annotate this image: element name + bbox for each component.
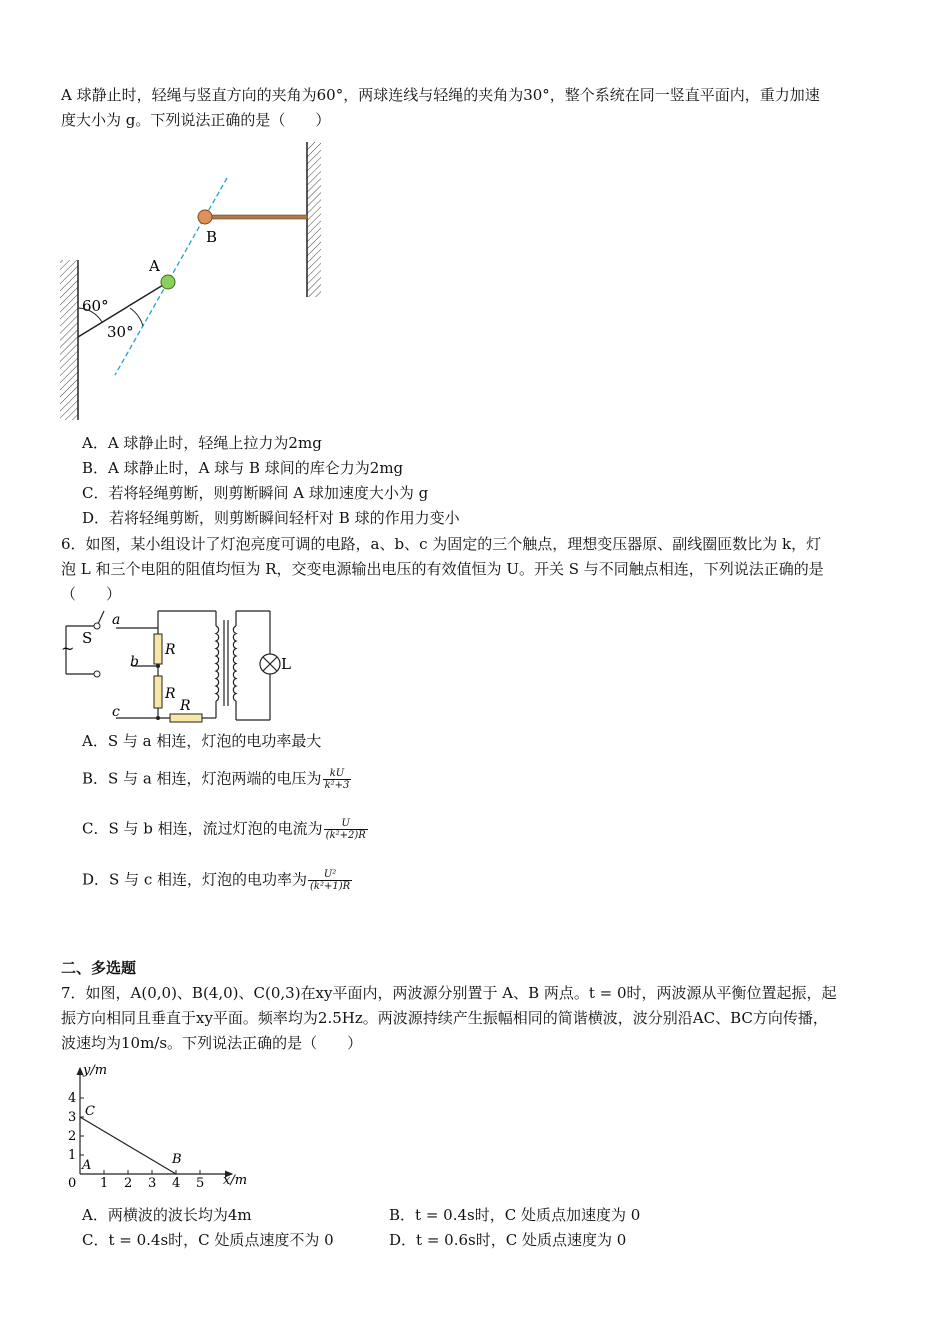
q5-option-c[interactable]: C．若将轻绳剪断，则剪断瞬间 A 球加速度大小为 g [82, 484, 429, 502]
q7-option-a[interactable]: A．两横波的波长均为4m [82, 1206, 252, 1224]
label-l: L [281, 655, 291, 673]
ball-a [161, 275, 175, 289]
y-axis-label: y/m [83, 1063, 108, 1078]
label-a: a [112, 612, 121, 628]
resistor-3 [170, 714, 202, 722]
q5-option-a[interactable]: A．A 球静止时，轻绳上拉力为2mg [82, 434, 322, 452]
q5-stem-line-1: A 球静止时，轻绳与竖直方向的夹角为60°，两球连线与轻绳的夹角为30°，整个系统在同一竖直平面内，重力加速 [61, 86, 820, 104]
q5-option-b[interactable]: B．A 球静止时，A 球与 B 球间的库仑力为2mg [82, 459, 404, 477]
q6-option-d-fraction [308, 869, 352, 892]
q7-option-c[interactable]: C．t = 0.4s时，C 处质点速度不为 0 [82, 1231, 334, 1249]
q6-option-b-fraction [323, 768, 352, 791]
q6-option-c-fraction [324, 818, 368, 841]
q7-stem-line-2: 振方向相同且垂直于xy平面。频率均为2.5Hz。两波源持续产生振幅相同的简谐横波，波分别沿AC、BC方向传播， [61, 1009, 828, 1027]
y-tick-1: 1 [68, 1148, 77, 1163]
q6-option-c-text: C．S 与 b 相连，流过灯泡的电流为 [82, 819, 323, 838]
label-b: b [130, 654, 139, 670]
right-wall [307, 142, 321, 297]
label-r1: R [165, 642, 176, 658]
q6-option-c[interactable] [82, 818, 368, 841]
light-rod [205, 215, 307, 219]
point-b-label: B [172, 1152, 182, 1167]
point-c-label: C [85, 1104, 95, 1119]
label-c: c [112, 704, 120, 720]
q6-option-b[interactable] [82, 768, 351, 791]
x-tick-4: 4 [172, 1176, 181, 1191]
angle-60: 60° [82, 297, 109, 315]
q7-option-b[interactable]: B．t = 0.4s时，C 处质点加速度为 0 [389, 1206, 641, 1224]
angle-30: 30° [107, 323, 134, 341]
label-source: ~ [61, 639, 75, 658]
q7-option-d[interactable]: D．t = 0.6s时，C 处质点速度为 0 [389, 1231, 627, 1249]
q5-stem-line-2: 度大小为 g。下列说法正确的是（ ） [61, 111, 331, 129]
q6-stem-line-3: （ ） [61, 585, 122, 603]
fraction-denominator: (k²+1)R [310, 881, 351, 892]
ball-b [198, 210, 212, 224]
q6-option-d[interactable] [82, 869, 352, 892]
fraction-numerator: U [324, 818, 368, 830]
q6-option-a[interactable]: A．S 与 a 相连，灯泡的电功率最大 [82, 732, 322, 750]
q5-option-d[interactable]: D．若将轻绳剪断，则剪断瞬间轻杆对 B 球的作用力变小 [82, 509, 460, 527]
q6-option-d-text: D．S 与 c 相连，灯泡的电功率为 [82, 870, 308, 889]
fraction-numerator: kU [323, 768, 352, 780]
x-tick-1: 1 [100, 1176, 109, 1191]
resistor-2 [154, 676, 162, 708]
resistor-1 [154, 634, 162, 664]
label-a: A [149, 257, 160, 275]
label-s: S [82, 629, 93, 647]
q7-stem-line-1: 7．如图，A(0,0)、B(4,0)、C(0,3)在xy平面内，两波源分别置于 A、B 两点。t = 0时，两波源从平衡位置起振，起 [61, 984, 837, 1002]
q6-stem-line-1: 6．如图，某小组设计了灯泡亮度可调的电路，a、b、c 为固定的三个触点，理想变压器原、副线圈匝数比为 k，灯 [61, 535, 822, 553]
y-tick-4: 4 [68, 1091, 77, 1106]
q7-stem-line-3: 波速均为10m/s。下列说法正确的是（ ） [61, 1034, 363, 1052]
y-tick-2: 2 [68, 1129, 77, 1144]
left-wall [60, 260, 78, 420]
point-a-label: A [82, 1158, 92, 1173]
q6-circuit-figure [58, 606, 298, 726]
y-tick-3: 3 [68, 1110, 77, 1125]
x-tick-2: 2 [124, 1176, 133, 1191]
label-r3: R [180, 698, 191, 714]
q7-coordinate-figure [60, 1062, 260, 1197]
x-tick-3: 3 [148, 1176, 157, 1191]
x-tick-5: 5 [196, 1176, 205, 1191]
line-bc [80, 1117, 176, 1174]
fraction-numerator: U² [308, 869, 352, 881]
section-title-multiple-choice: 二、多选题 [61, 959, 137, 977]
q6-stem-line-2: 泡 L 和三个电阻的阻值均恒为 R，交变电源输出电压的有效值恒为 U。开关 S 与不同触点相连，下列说法正确的是 [61, 560, 824, 578]
q5-figure [55, 140, 335, 425]
label-r2: R [165, 686, 176, 702]
fraction-denominator: k²+3 [324, 780, 350, 791]
q6-option-b-text: B．S 与 a 相连，灯泡两端的电压为 [82, 769, 322, 788]
origin-label: 0 [68, 1176, 77, 1191]
fraction-denominator: (k²+2)R [325, 830, 366, 841]
label-b: B [206, 228, 218, 246]
x-axis-label: x/m [223, 1173, 248, 1188]
